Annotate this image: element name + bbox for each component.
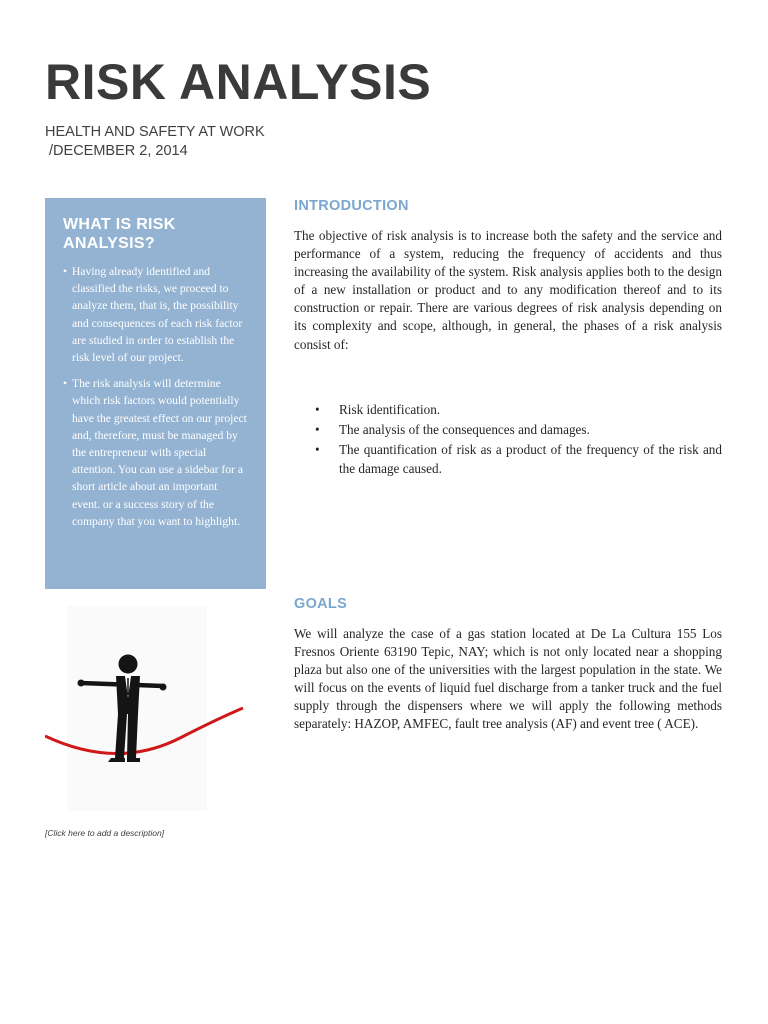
sidebar-heading-line2: ANALYSIS? — [63, 235, 155, 252]
phase-list-item: • The quantification of risk as a product of the frequency of the risk and the damage caused. — [294, 441, 722, 478]
sidebar-heading — [63, 215, 248, 253]
page-subtitle — [45, 123, 265, 161]
subtitle-date: /DECEMBER 2, 2014 — [45, 143, 188, 159]
goals-heading: GOALS — [294, 596, 348, 612]
phases-list — [294, 401, 722, 480]
subtitle-topic: HEALTH AND SAFETY AT WORK — [45, 124, 265, 140]
sidebar-heading-line1: WHAT IS RISK — [63, 216, 176, 233]
goals-paragraph: We will analyze the case of a gas station located at De La Cultura 155 Los Fresnos Oriente 63190 Tepic, NAY; which is not only located near a shopping plaza but also one of the universities with the largest population in the state. We will focus on the events of liquid fuel discharge from a tanker truck and the fuel supply through the dispensers where we will apply the following methods separately: HAZOP, AMFEC, fault tree analysis (AF) and event tree ( ACE). — [294, 626, 722, 732]
sidebar-panel — [45, 198, 266, 589]
page-title: RISK ANALYSIS — [45, 54, 432, 110]
introduction-paragraph: The objective of risk analysis is to increase both the safety and the service and performance of a system, reducing the frequency of accidents and thus increasing the availability of the system. Risk analysis applies both to the design of a new installation or product and to any modification thereof and to its construction or repair. There are various degrees of risk analysis depending on its complexity and scope, although, in general, the phases of a risk analysis consist of: — [294, 228, 722, 352]
image-caption[interactable]: [Click here to add a description] — [45, 828, 165, 838]
introduction-heading: INTRODUCTION — [294, 198, 409, 214]
tightrope-walker-icon[interactable] — [45, 598, 245, 818]
sidebar-list — [63, 263, 248, 530]
tightrope-illustration — [45, 598, 245, 818]
phase-list-item: • Risk identification. — [294, 401, 722, 420]
phase-list-item: • The analysis of the consequences and damages. — [294, 421, 722, 440]
sidebar-list-item: • The risk analysis will determine which risk factors would potentially have the greatest effect on our project and, therefore, must be managed by the entrepreneur with special attention. You can use a sidebar for a short article about an important event. or a success story of the company that you want to highlight. — [63, 375, 248, 530]
sidebar-list-item: • Having already identified and classified the risks, we proceed to analyze them, that is, the possibility and consequences of each risk factor are studied in order to establish the risk level of our project. — [63, 263, 248, 366]
